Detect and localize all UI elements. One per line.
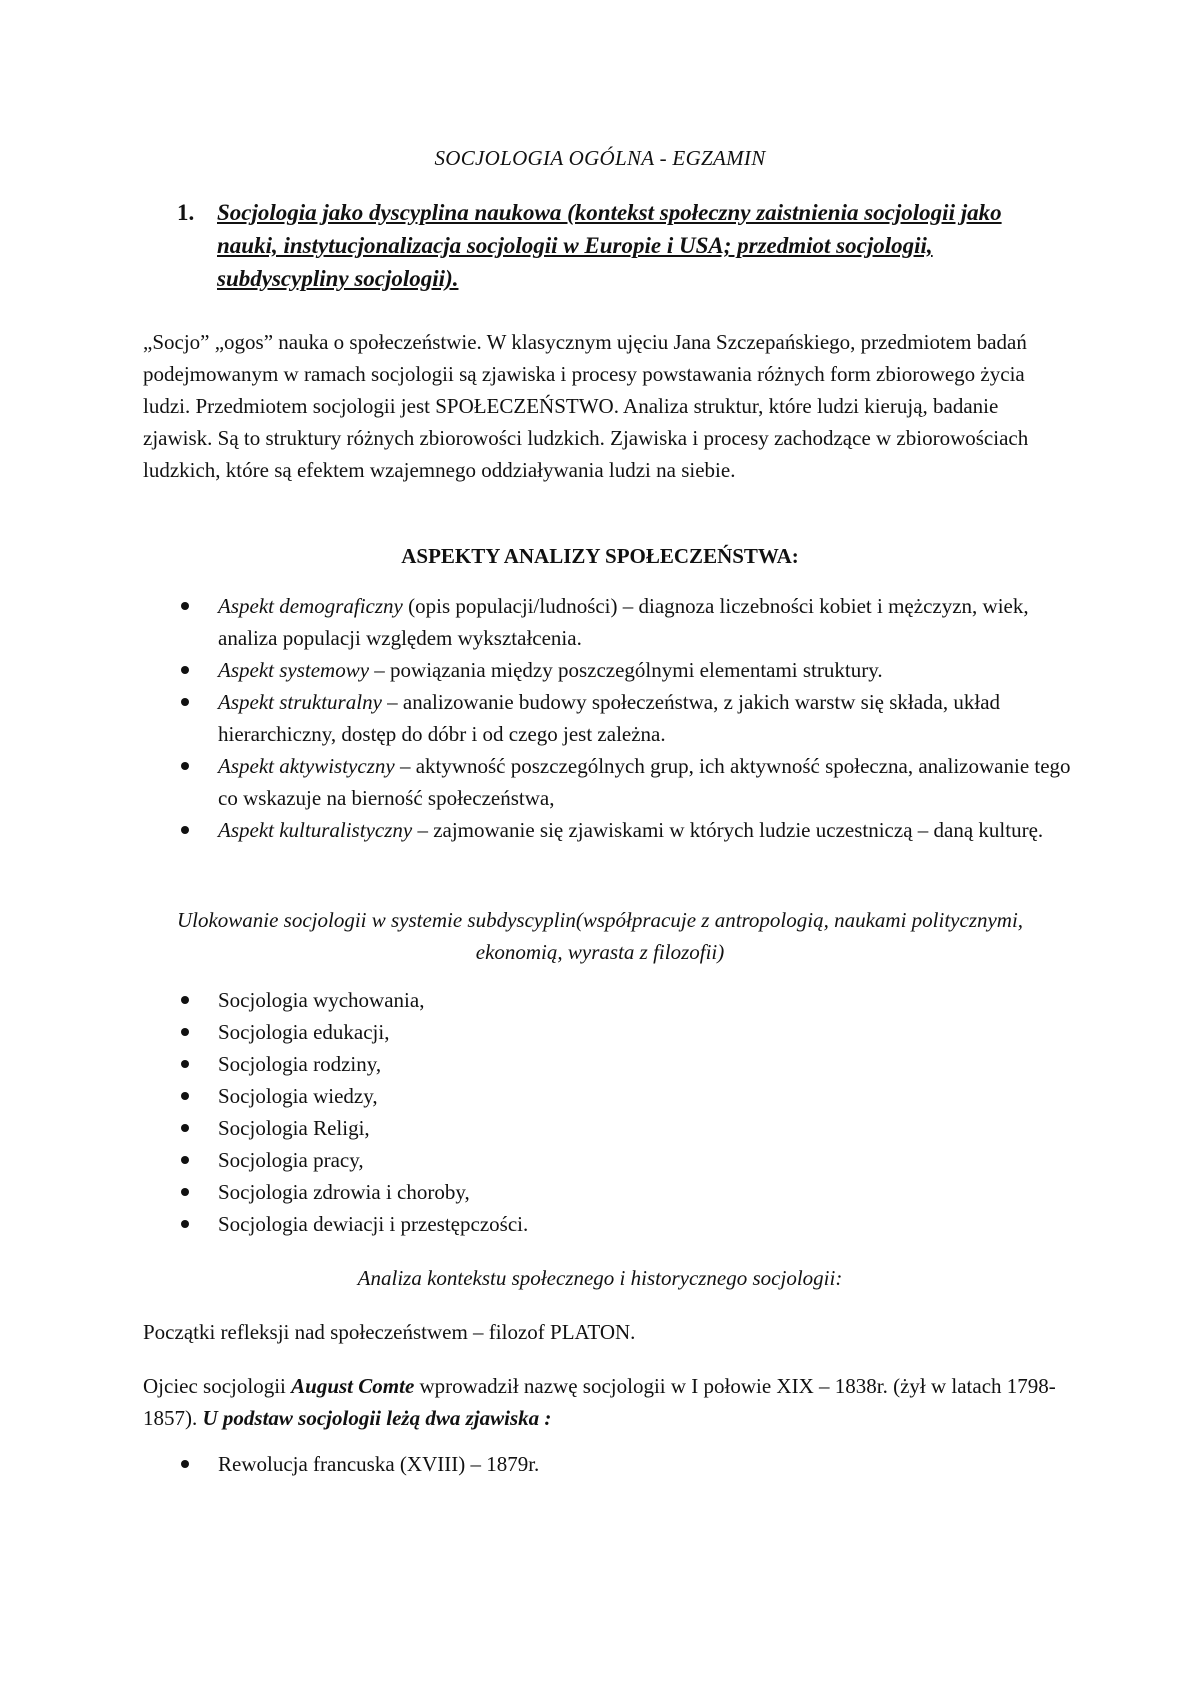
beginnings-paragraph: Początki refleksji nad społeczeństwem – filozof PLATON. <box>143 1320 636 1344</box>
aspect-term: Aspekt kulturalistyczny <box>218 818 413 842</box>
list-item <box>143 1080 1073 1112</box>
aspects-list <box>143 590 1073 846</box>
list-item-aspect-culturalist <box>143 814 1073 846</box>
list-item <box>143 1176 1073 1208</box>
bullet-icon <box>181 826 189 834</box>
bullet-icon <box>181 996 189 1004</box>
comte-details: wprowadził nazwę socjologii w I połowie XIX – 1838r. (żył w latach 1798-1857). <box>143 1374 1056 1430</box>
bullet-icon <box>181 762 189 770</box>
list-item <box>143 984 1073 1016</box>
bullet-icon <box>181 1460 189 1468</box>
bullet-icon <box>181 666 189 674</box>
intro-paragraph: „Socjo” „ogos” nauka o społeczeństwie. W klasycznym ujęciu Jana Szczepańskiego, przedmiotem badań podejmowanym w ramach socjologii są zjawiska i procesy powstawania różnych form zbiorowego życia ludzi. Przedmiotem socjologii jest SPOŁECZEŃSTWO. Analiza struktur, które ludzi kierują, badanie zjawisk. Są to struktury różnych zbiorowości ludzkich. Zjawiska i procesy zachodzące w zbiorowościach ludzkich, które są efektem wzajemnego oddziaływania ludzi na siebie. <box>143 330 1029 482</box>
bullet-icon <box>181 1124 189 1132</box>
list-item <box>143 1048 1073 1080</box>
bullet-icon <box>181 602 189 610</box>
subdiscipline-label: Socjologia pracy, <box>218 1148 364 1172</box>
bullet-icon <box>181 1060 189 1068</box>
list-item-aspect-demographic <box>143 590 1073 654</box>
comte-paragraph <box>143 1370 1063 1434</box>
aspect-description: – analizowanie budowy społeczeństwa, z jakich warstw się składa, układ hierarchiczny, dostęp do dóbr i od czego jest zależna. <box>218 690 1001 746</box>
bullet-icon <box>181 698 189 706</box>
subdiscipline-label: Socjologia Religi, <box>218 1116 370 1140</box>
section-number: 1. <box>177 200 195 225</box>
list-item <box>143 1016 1073 1048</box>
aspect-term: Aspekt demograficzny <box>218 594 403 618</box>
list-item <box>143 1112 1073 1144</box>
list-item <box>143 1144 1073 1176</box>
phenomenon-label: Rewolucja francuska (XVIII) – 1879r. <box>218 1452 540 1476</box>
aspect-term: Aspekt aktywistyczny <box>218 754 395 778</box>
aspects-heading: ASPEKTY ANALIZY SPOŁECZEŃSTWA: <box>401 544 799 568</box>
bullet-icon <box>181 1188 189 1196</box>
list-item <box>143 1448 1073 1480</box>
list-item-aspect-systemic <box>143 654 1073 686</box>
aspect-term: Aspekt systemowy <box>218 658 370 682</box>
subdiscipline-label: Socjologia wychowania, <box>218 988 425 1012</box>
list-item <box>143 1208 1073 1240</box>
aspect-description: (opis populacji/ludności) – diagnoza liczebności kobiet i mężczyzn, wiek, analiza populacji względem wykształcenia. <box>218 594 1029 650</box>
subdiscipline-label: Socjologia rodziny, <box>218 1052 382 1076</box>
comte-name: August Comte <box>291 1374 415 1398</box>
subdiscipline-label: Socjologia edukacji, <box>218 1020 390 1044</box>
bullet-icon <box>181 1028 189 1036</box>
subdiscipline-label: Socjologia wiedzy, <box>218 1084 378 1108</box>
comte-emphasis: U podstaw socjologii leżą dwa zjawiska : <box>202 1406 552 1430</box>
phenomena-list <box>143 1448 1073 1480</box>
subdiscipline-label: Socjologia dewiacji i przestępczości. <box>218 1212 529 1236</box>
aspect-description: – zajmowanie się zjawiskami w których ludzie uczestniczą – daną kulturę. <box>412 818 1044 842</box>
document-title: SOCJOLOGIA OGÓLNA - EGZAMIN <box>434 146 766 170</box>
section-heading-text: Socjologia jako dyscyplina naukowa (kontekst społeczny zaistnienia socjologii jako nauki, instytucjonalizacja socjologii w Europie i USA; przedmiot socjologii, subdyscypliny socjologii). <box>217 200 1002 291</box>
placement-heading <box>0 904 1200 968</box>
bullet-icon <box>181 1156 189 1164</box>
subdiscipline-label: Socjologia zdrowia i choroby, <box>218 1180 470 1204</box>
bullet-icon <box>181 1220 189 1228</box>
aspect-term: Aspekt strukturalny <box>218 690 382 714</box>
section-heading <box>177 196 1057 295</box>
placement-heading-text: Ulokowanie socjologii w systemie subdyscyplin(współpracuje z antropologią, naukami politycznymi, ekonomią, wyrasta z filozofii) <box>176 908 1024 964</box>
bullet-icon <box>181 1092 189 1100</box>
subdisciplines-list <box>143 984 1073 1240</box>
list-item-aspect-structural <box>143 686 1073 750</box>
list-item-aspect-activist <box>143 750 1073 814</box>
aspect-description: – aktywność poszczególnych grup, ich aktywność społeczna, analizowanie tego co wskazuje na bierność społeczeństwa, <box>218 754 1071 810</box>
context-heading: Analiza kontekstu społecznego i historycznego socjologii: <box>357 1266 843 1290</box>
comte-intro: Ojciec socjologii <box>143 1374 292 1398</box>
aspect-description: – powiązania między poszczególnymi elementami struktury. <box>369 658 883 682</box>
